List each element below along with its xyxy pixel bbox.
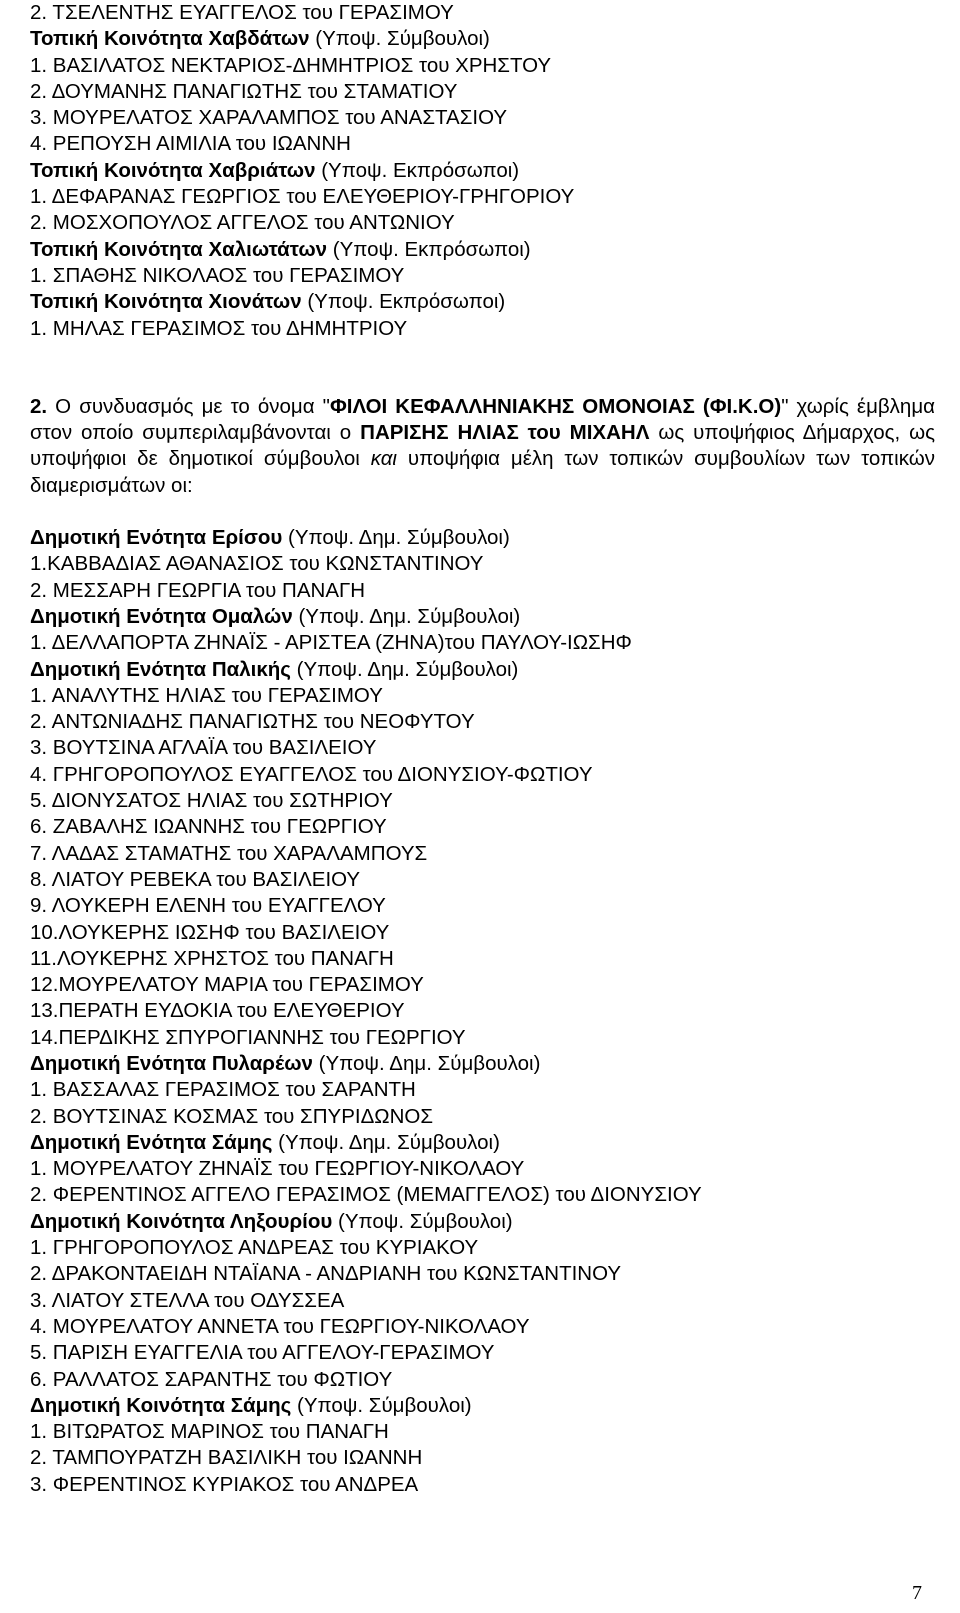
section-heading-title: Δημοτική Ενότητα Πυλαρέων: [30, 1051, 313, 1075]
section-heading-title: Δημοτική Ενότητα Ομαλών: [30, 604, 293, 628]
section-heading-title: Τοπική Κοινότητα Χαβριάτων: [30, 158, 316, 182]
section-heading: [30, 289, 935, 315]
paragraph-intro: Ο συνδυασμός με το όνομα ": [47, 394, 330, 418]
candidate-item: 1. ΜΟΥΡΕΛΑΤΟΥ ΖΗΝΑΪΣ του ΓΕΩΡΓΙΟΥ-ΝΙΚΟΛΑΟΥ: [30, 1157, 525, 1181]
section-heading: [30, 237, 935, 263]
candidate-item: 1. ΔΕΛΛΑΠΟΡΤΑ ΖΗΝΑΪΣ - ΑΡΙΣΤΕΑ (ΖΗΝΑ)του ΠΑΥΛΟΥ-ΙΩΣΗΦ: [30, 631, 632, 655]
section-heading: [30, 1393, 935, 1419]
candidate-item: 5. ΔΙΟΝΥΣΑΤΟΣ ΗΛΙΑΣ του ΣΩΤΗΡΙΟΥ: [30, 789, 393, 813]
section-heading-title: Δημοτική Κοινότητα Σάμης: [30, 1393, 292, 1417]
section-heading: [30, 1051, 935, 1077]
paragraph-number: 2.: [30, 394, 48, 418]
section-heading-role: (Υποψ. Δημ. Σύμβουλοι): [282, 526, 510, 550]
section-heading-role: (Υποψ. Δημ. Σύμβουλοι): [290, 657, 519, 681]
candidate-item: 7. ΛΑΔΑΣ ΣΤΑΜΑΤΗΣ του ΧΑΡΑΛΑΜΠΟΥΣ: [30, 841, 428, 865]
candidate-item: 2. ΑΝΤΩΝΙΑΔΗΣ ΠΑΝΑΓΙΩΤΗΣ του ΝΕΟΦΥΤΟΥ: [30, 710, 475, 734]
coalition-name: ΦΙΛΟΙ ΚΕΦΑΛΛΗΝΙΑΚΗΣ ΟΜΟΝΟΙΑΣ (ΦΙ.Κ.Ο): [329, 394, 782, 418]
section-heading-role: (Υποψ. Σύμβουλοι): [291, 1393, 472, 1417]
section-heading-title: Δημοτική Ενότητα Παλικής: [30, 657, 291, 681]
section-heading-title: Δημοτική Ενότητα Σάμης: [30, 1130, 273, 1154]
mayor-candidate: ΠΑΡΙΣΗΣ ΗΛΙΑΣ του ΜΙΧΑΗΛ: [360, 421, 650, 445]
candidate-item: 1. ΜΗΛΑΣ ΓΕΡΑΣΙΜΟΣ του ΔΗΜΗΤΡΙΟΥ: [30, 316, 408, 340]
candidate-item: 1. ΔΕΦΑΡΑΝΑΣ ΓΕΩΡΓΙΟΣ του ΕΛΕΥΘΕΡΙΟΥ-ΓΡΗΓΟΡΙΟΥ: [30, 185, 575, 209]
section-heading: [30, 1209, 935, 1235]
candidate-item: 2. ΒΟΥΤΣΙΝΑΣ ΚΟΣΜΑΣ του ΣΠΥΡΙΔΩΝΟΣ: [30, 1104, 434, 1128]
section-heading: [30, 26, 935, 52]
candidate-item: 5. ΠΑΡΙΣΗ ΕΥΑΓΓΕΛΙΑ του ΑΓΓΕΛΟΥ-ΓΕΡΑΣΙΜΟΥ: [30, 1341, 495, 1365]
candidate-item: 1. ΑΝΑΛΥΤΗΣ ΗΛΙΑΣ του ΓΕΡΑΣΙΜΟΥ: [30, 683, 383, 707]
candidate-item: 2. ΦΕΡΕΝΤΙΝΟΣ ΑΓΓΕΛΟ ΓΕΡΑΣΙΜΟΣ (ΜΕΜΑΓΓΕΛΟΣ) του ΔΙΟΝΥΣΙΟΥ: [30, 1183, 702, 1207]
paragraph-post: ως υποψήφιος Δήμαρχος, ως υποψήφιοι δε δημοτικοί σύμβουλοι: [30, 421, 936, 471]
spacer: [30, 499, 935, 525]
candidate-item: 6. ΖΑΒΑΛΗΣ ΙΩΑΝΝΗΣ του ΓΕΩΡΓΙΟΥ: [30, 815, 387, 839]
section-heading: [30, 158, 935, 184]
paragraph-italic: και: [370, 447, 397, 471]
candidate-item: 11.ΛΟΥΚΕΡΗΣ ΧΡΗΣΤΟΣ του ΠΑΝΑΓΗ: [30, 946, 394, 970]
section-heading-role: (Υποψ. Εκπρόσωποι): [301, 290, 506, 314]
candidate-item: 12.ΜΟΥΡΕΛΑΤΟΥ ΜΑΡΙΑ του ΓΕΡΑΣΙΜΟΥ: [30, 973, 424, 997]
candidate-item: 3. ΜΟΥΡΕΛΑΤΟΣ ΧΑΡΑΛΑΜΠΟΣ του ΑΝΑΣΤΑΣΙΟΥ: [30, 106, 508, 130]
section-heading: [30, 657, 935, 683]
candidate-list-continued: [30, 0, 935, 342]
candidate-item: 2. ΔΡΑΚΟΝΤΑΕΙΔΗ ΝΤΑΪΑΝΑ - ΑΝΔΡΙΑΝΗ του ΚΩΝΣΤΑΝΤΙΝΟΥ: [30, 1262, 622, 1286]
paragraph-mid: " χωρίς έμβλημα στον οποίο συμπεριλαμβάνονται ο: [30, 394, 935, 445]
section-heading: [30, 1130, 935, 1156]
candidate-item: 2. ΔΟΥΜΑΝΗΣ ΠΑΝΑΓΙΩΤΗΣ του ΣΤΑΜΑΤΙΟΥ: [30, 79, 458, 103]
section-heading-title: Δημοτική Κοινότητα Ληξουρίου: [30, 1209, 333, 1233]
candidate-item: 2. ΤΑΜΠΟΥΡΑΤΖΗ ΒΑΣΙΛΙΚΗ του ΙΩΑΝΝΗ: [30, 1446, 423, 1470]
candidate-item: 4. ΜΟΥΡΕΛΑΤΟΥ ΑΝΝΕΤΑ του ΓΕΩΡΓΙΟΥ-ΝΙΚΟΛΑΟΥ: [30, 1314, 530, 1338]
section-heading-title: Τοπική Κοινότητα Χιονάτων: [30, 290, 302, 314]
section-heading: [30, 525, 935, 551]
section-heading: [30, 604, 935, 630]
document-body: [30, 0, 935, 1498]
section-heading-title: Τοπική Κοινότητα Χαβδάτων: [30, 27, 310, 51]
candidate-item: 4. ΓΡΗΓΟΡΟΠΟΥΛΟΣ ΕΥΑΓΓΕΛΟΣ του ΔΙΟΝΥΣΙΟΥ-ΦΩΤΙΟΥ: [30, 762, 593, 786]
candidate-item: 14.ΠΕΡΔΙΚΗΣ ΣΠΥΡΟΓΙΑΝΝΗΣ του ΓΕΩΡΓΙΟΥ: [30, 1025, 466, 1049]
candidate-item: 9. ΛΟΥΚΕΡΗ ΕΛΕΝΗ του ΕΥΑΓΓΕΛΟΥ: [30, 894, 386, 918]
section-heading-role: (Υποψ. Δημ. Σύμβουλοι): [292, 604, 521, 628]
candidate-item: 3. ΛΙΑΤΟΥ ΣΤΕΛΛΑ του ΟΔΥΣΣΕΑ: [30, 1288, 345, 1312]
page-number: 7: [912, 1582, 922, 1604]
candidate-item: 8. ΛΙΑΤΟΥ ΡΕΒΕΚΑ του ΒΑΣΙΛΕΙΟΥ: [30, 867, 361, 891]
section-heading-title: Δημοτική Ενότητα Ερίσου: [30, 526, 283, 550]
section-heading-role: (Υποψ. Εκπρόσωποι): [315, 158, 520, 182]
section-heading-title: Τοπική Κοινότητα Χαλιωτάτων: [30, 237, 328, 261]
candidate-item: 1. ΒΑΣΣΑΛΑΣ ΓΕΡΑΣΙΜΟΣ του ΣΑΡΑΝΤΗ: [30, 1078, 416, 1102]
candidate-item: 3. ΦΕΡΕΝΤΙΝΟΣ ΚΥΡΙΑΚΟΣ του ΑΝΔΡΕΑ: [30, 1472, 419, 1496]
candidate-item: 2. ΜΟΣΧΟΠΟΥΛΟΣ ΑΓΓΕΛΟΣ του ΑΝΤΩΝΙΟΥ: [30, 211, 455, 235]
candidate-list: [30, 525, 935, 1498]
section-heading-role: (Υποψ. Σύμβουλοι): [332, 1209, 513, 1233]
candidate-item: 1. ΒΑΣΙΛΑΤΟΣ ΝΕΚΤΑΡΙΟΣ-ΔΗΜΗΤΡΙΟΣ του ΧΡΗΣΤΟΥ: [30, 53, 552, 77]
section-heading-role: (Υποψ. Σύμβουλοι): [309, 27, 490, 51]
candidate-item: 1.ΚΑΒΒΑΔΙΑΣ ΑΘΑΝΑΣΙΟΣ του ΚΩΝΣΤΑΝΤΙΝΟΥ: [30, 552, 484, 576]
candidate-item: 2. ΜΕΣΣΑΡΗ ΓΕΩΡΓΙΑ του ΠΑΝΑΓΗ: [30, 578, 366, 602]
spacer: [30, 342, 935, 394]
candidate-item: 1. ΒΙΤΩΡΑΤΟΣ ΜΑΡΙΝΟΣ του ΠΑΝΑΓΗ: [30, 1420, 389, 1444]
candidate-item: 1. ΣΠΑΘΗΣ ΝΙΚΟΛΑΟΣ του ΓΕΡΑΣΙΜΟΥ: [30, 263, 405, 287]
candidate-item: 10.ΛΟΥΚΕΡΗΣ ΙΩΣΗΦ του ΒΑΣΙΛΕΙΟΥ: [30, 920, 390, 944]
section-heading-role: (Υποψ. Δημ. Σύμβουλοι): [312, 1051, 541, 1075]
candidate-item: 4. ΡΕΠΟΥΣΗ ΑΙΜΙΛΙΑ του ΙΩΑΝΝΗ: [30, 132, 351, 156]
section-heading-role: (Υποψ. Εκπρόσωποι): [327, 237, 531, 261]
candidate-item: 2. ΤΣΕΛΕΝΤΗΣ ΕΥΑΓΓΕΛΟΣ του ΓΕΡΑΣΙΜΟΥ: [30, 1, 454, 24]
section-heading-role: (Υποψ. Δημ. Σύμβουλοι): [272, 1130, 500, 1154]
candidate-item: 6. ΡΑΛΛΑΤΟΣ ΣΑΡΑΝΤΗΣ του ΦΩΤΙΟΥ: [30, 1367, 393, 1391]
candidate-item: 13.ΠΕΡΑΤΗ ΕΥΔΟΚΙΑ του ΕΛΕΥΘΕΡΙΟΥ: [30, 999, 405, 1023]
candidate-item: 1. ΓΡΗΓΟΡΟΠΟΥΛΟΣ ΑΝΔΡΕΑΣ του ΚΥΡΙΑΚΟΥ: [30, 1236, 479, 1260]
candidate-item: 3. ΒΟΥΤΣΙΝΑ ΑΓΛΑΪΑ του ΒΑΣΙΛΕΙΟΥ: [30, 736, 377, 760]
paragraph-end: υποψήφια μέλη των τοπικών συμβουλίων των τοπικών διαμερισμάτων οι:: [30, 447, 935, 497]
coalition-paragraph: [30, 394, 935, 499]
